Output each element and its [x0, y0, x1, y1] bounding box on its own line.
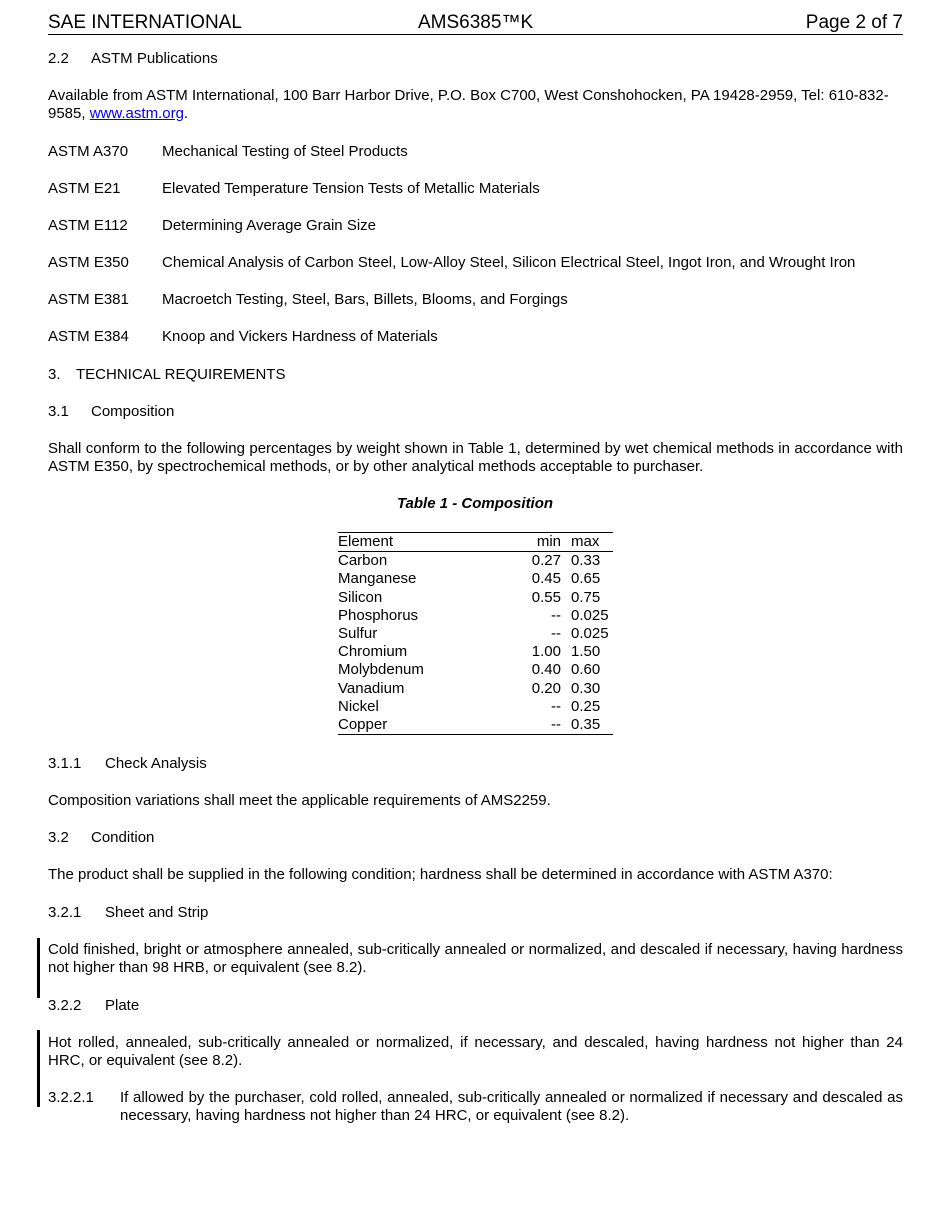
- astm-code: ASTM E350: [48, 254, 129, 271]
- table-header-row: [338, 533, 613, 552]
- revision-change-bar: [37, 1030, 40, 1107]
- min-value: 0.45: [531, 570, 561, 588]
- max-value: 0.65: [571, 570, 601, 588]
- section-3-1-heading: [48, 403, 903, 421]
- table-row: [338, 570, 613, 588]
- astm-reference: [48, 291, 568, 309]
- revision-change-bar: [37, 938, 40, 998]
- header-page-number: Page 2 of 7: [805, 12, 903, 33]
- table-row: [338, 607, 613, 625]
- astm-title: Macroetch Testing, Steel, Bars, Billets, Blooms, and Forgings: [162, 291, 568, 308]
- astm-reference: [48, 180, 540, 198]
- body-text-end: .: [183, 105, 189, 122]
- max-value: 1.50: [571, 643, 601, 661]
- section-2-2-body: [48, 87, 903, 123]
- astm-reference: [48, 143, 408, 161]
- section-3-2-heading: [48, 829, 903, 847]
- element-name: Carbon: [338, 552, 388, 570]
- section-title: Condition: [91, 829, 155, 846]
- section-title: TECHNICAL REQUIREMENTS: [76, 366, 286, 383]
- body-text: Available from ASTM International, 100 Barr Harbor Drive, P.O. Box C700, West Conshohocken, PA 19428-2959, Tel: 610-832-9585,: [48, 87, 889, 122]
- section-3-2-1-heading: [48, 904, 903, 922]
- max-value: 0.35: [571, 716, 601, 734]
- section-2-2-heading: [48, 50, 903, 68]
- min-value: 0.20: [531, 679, 561, 697]
- section-title: Sheet and Strip: [105, 904, 209, 921]
- table-row: [338, 698, 613, 716]
- header-max: max: [571, 533, 600, 550]
- section-number: 3.2.1: [48, 904, 82, 921]
- element-name: Phosphorus: [338, 606, 419, 624]
- section-3-2-1-body: Cold finished, bright or atmosphere annealed, sub-critically annealed or normalized, and descaled if necessary, having hardness not higher than 98 HRB, or equivalent (see 8.2).: [48, 941, 903, 976]
- min-value: --: [551, 716, 561, 734]
- header-element: Element: [338, 533, 394, 550]
- section-title: Plate: [105, 997, 140, 1014]
- astm-website-link[interactable]: www.astm.org: [89, 105, 184, 122]
- astm-code: ASTM E384: [48, 328, 129, 345]
- header-min: min: [536, 533, 561, 550]
- max-value: 0.25: [571, 697, 601, 715]
- section-number: 3.2.2.1: [48, 1089, 94, 1106]
- section-title: Composition: [91, 403, 175, 420]
- table-row: [338, 716, 613, 735]
- max-value: 0.025: [571, 606, 609, 624]
- astm-reference: [48, 217, 376, 235]
- min-value: --: [551, 697, 561, 715]
- table-row: [338, 625, 613, 643]
- table-row: [338, 661, 613, 679]
- table-row: [338, 589, 613, 607]
- section-number: 3.1: [48, 403, 69, 420]
- section-3-1-1-heading: [48, 755, 903, 773]
- astm-title: Determining Average Grain Size: [162, 217, 376, 234]
- section-3-2-body: The product shall be supplied in the following condition; hardness shall be determined in accordance with ASTM A370:: [48, 866, 833, 883]
- section-title: ASTM Publications: [91, 50, 218, 67]
- element-name: Sulfur: [338, 625, 378, 643]
- element-name: Vanadium: [338, 679, 405, 697]
- page-header: [48, 12, 903, 35]
- section-3-1-1-body: Composition variations shall meet the applicable requirements of AMS2259.: [48, 792, 551, 809]
- element-name: Chromium: [338, 643, 408, 661]
- header-org: SAE INTERNATIONAL: [48, 12, 242, 33]
- table-caption: Table 1 - Composition: [396, 495, 554, 512]
- max-value: 0.75: [571, 588, 601, 606]
- min-value: 0.55: [531, 588, 561, 606]
- element-name: Molybdenum: [338, 661, 424, 679]
- section-number: 3.2: [48, 829, 69, 846]
- section-3-2-2-heading: [48, 997, 903, 1015]
- section-3-heading: [48, 366, 903, 384]
- min-value: --: [551, 606, 561, 624]
- section-number: 3.1.1: [48, 755, 82, 772]
- section-title: Check Analysis: [105, 755, 207, 772]
- astm-code: ASTM A370: [48, 143, 129, 160]
- section-3-2-2-1-body: If allowed by the purchaser, cold rolled, annealed, sub-critically annealed or normalized if necessary and descaled as necessary, having hardness not higher than 24 HRC, or equivalent (see 8.2).: [120, 1089, 903, 1124]
- element-name: Silicon: [338, 588, 383, 606]
- composition-table: [338, 532, 613, 735]
- min-value: --: [551, 625, 561, 643]
- astm-reference: [48, 254, 855, 272]
- max-value: 0.33: [571, 552, 601, 570]
- table-row: [338, 643, 613, 661]
- table-row: [338, 680, 613, 698]
- max-value: 0.025: [571, 625, 609, 643]
- astm-title: Elevated Temperature Tension Tests of Metallic Materials: [162, 180, 540, 197]
- astm-title: Knoop and Vickers Hardness of Materials: [162, 328, 438, 345]
- section-3-2-2-body: Hot rolled, annealed, sub-critically annealed or normalized, if necessary, and descaled, having hardness not higher than 24 HRC, or equivalent (see 8.2).: [48, 1034, 903, 1069]
- max-value: 0.60: [571, 661, 601, 679]
- section-3-1-body: Shall conform to the following percentages by weight shown in Table 1, determined by wet chemical methods in accordance with ASTM E350, by spectrochemical methods, or by other analytical methods acceptable to purchaser.: [48, 440, 903, 475]
- astm-code: ASTM E381: [48, 291, 129, 308]
- element-name: Copper: [338, 716, 388, 734]
- section-number: 2.2: [48, 50, 69, 67]
- table-row: [338, 552, 613, 571]
- header-doc-id: AMS6385™K: [418, 12, 534, 33]
- min-value: 0.27: [531, 552, 561, 570]
- section-number: 3.: [48, 366, 61, 383]
- element-name: Nickel: [338, 697, 379, 715]
- astm-reference: [48, 328, 438, 346]
- element-name: Manganese: [338, 570, 417, 588]
- min-value: 1.00: [531, 643, 561, 661]
- astm-title: Mechanical Testing of Steel Products: [162, 143, 408, 160]
- astm-code: ASTM E21: [48, 180, 121, 197]
- min-value: 0.40: [531, 661, 561, 679]
- astm-code: ASTM E112: [48, 217, 128, 234]
- section-3-2-2-1: [48, 1089, 903, 1125]
- astm-title: Chemical Analysis of Carbon Steel, Low-Alloy Steel, Silicon Electrical Steel, Ingot Iron, and Wrought Iron: [162, 254, 856, 271]
- max-value: 0.30: [571, 679, 601, 697]
- section-number: 3.2.2: [48, 997, 82, 1014]
